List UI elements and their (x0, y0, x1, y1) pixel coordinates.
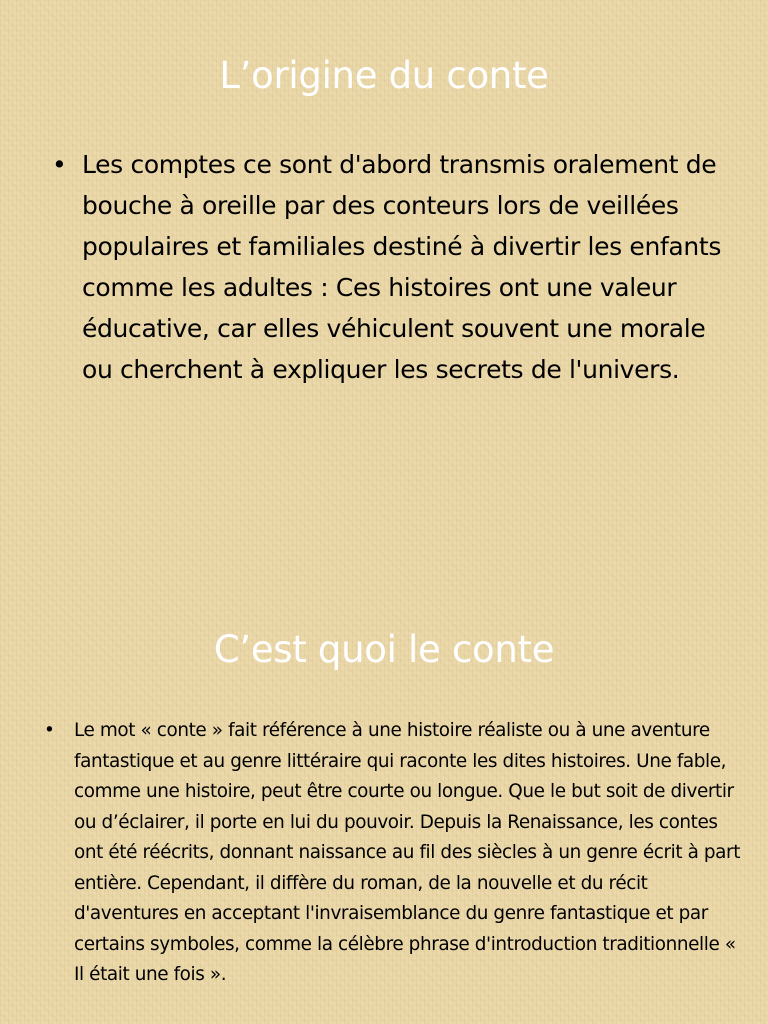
slide-title: L’origine du conte (219, 54, 549, 97)
bullet-text: Les comptes ce sont d'abord transmis oralement de bouche à oreille par des conteurs lors de veillées populaires et familiales destiné à divertir les enfants comme les adultes : Ces histoires ont une valeur éducative, car elles véhiculent souvent une morale ou cherchent à expliquer les secrets de l'univers. (82, 150, 722, 384)
slide-title: C’est quoi le conte (213, 628, 555, 671)
bullet-list (52, 144, 742, 390)
bullet-item (52, 144, 742, 390)
bullet-point-icon: • (52, 150, 67, 179)
bullet-text: Le mot « conte » fait référence à une histoire réaliste ou à une aventure fantastique et au genre littéraire qui raconte les dites histoires. Une fable, comme une histoire, peut être courte ou longue. Que le but soit de divertir ou d’éclairer, il porte en lui du pouvoir. Depuis la Renaissance, les contes ont été réécrits, donnant naissance au fil des siècles à un genre écrit à part entière. Cependant, il diffère du roman, de la nouvelle et du récit d'aventures en acceptant l'invraisemblance du genre fantastique et par certains symboles, comme la célèbre phrase d'introduction traditionnelle « Il était une fois ». (74, 720, 741, 985)
slide-cest-quoi-le-conte (0, 576, 768, 1024)
bullet-point-icon: • (44, 720, 55, 741)
bullet-item (44, 716, 744, 991)
bullet-list (44, 716, 744, 991)
